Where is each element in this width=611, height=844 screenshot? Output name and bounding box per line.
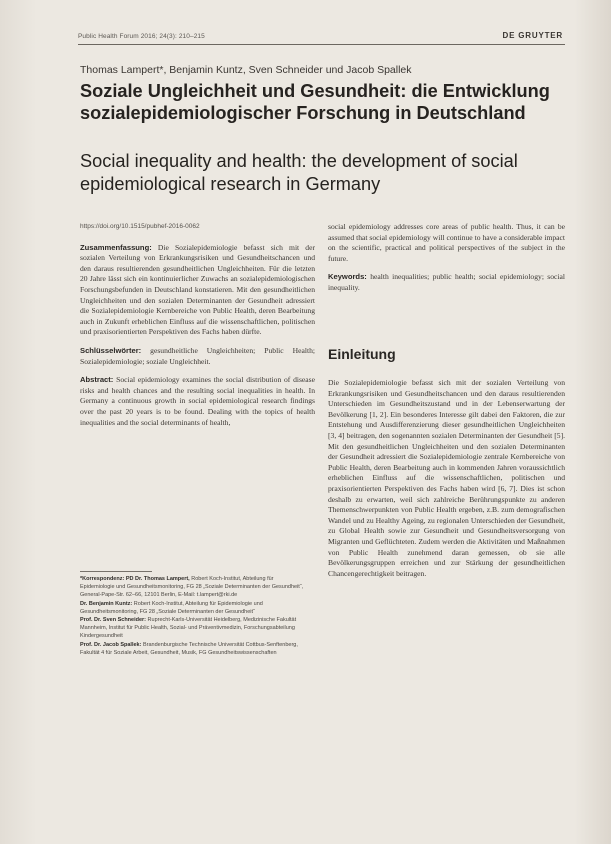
keywords-german [80, 346, 315, 367]
header-rule [78, 44, 565, 45]
title-german: Soziale Ungleichheit und Gesundheit: die Entwicklung sozialepidemiologischer Forschung in Deutschland [80, 81, 550, 123]
footnote-rule [80, 571, 152, 572]
abstract-english-label: Abstract: [80, 375, 114, 385]
right-column [328, 222, 565, 294]
footnote-item: *Korrespondenz: PD Dr. Thomas Lampert, Robert Koch-Institut, Abteilung für Epidemiologie und Gesundheitsmonitoring, FG 28 „Soziale Determinanten der Gesundheit“, General-Pape-Str. 62–66, 12101 Berlin, E-Mail: t.lampert@rki.de [80, 576, 304, 599]
keywords-english [328, 272, 565, 293]
author-list: Thomas Lampert*, Benjamin Kuntz, Sven Schneider und Jacob Spallek [80, 64, 412, 76]
introduction-body [328, 378, 565, 579]
footnote-item: Prof. Dr. Sven Schneider: Ruprecht-Karls-Universität Heidelberg, Medizinische Fakultät Mannheim, Institut für Public Health, Sozial- und Präventivmedizin, Forschungsabteilung Kindergesundheit [80, 617, 297, 640]
abstract-german-label: Zusammenfassung: [80, 242, 152, 252]
footnotes [80, 575, 305, 657]
abstract-english-continuation: social epidemiology addresses core areas of public health. Thus, it can be assumed that social epidemiology will continue to have a considerable impact on the scientific, practical and political perspectives of the subject in the future. [328, 222, 565, 263]
keywords-english-text: health inequalities; public health; social epidemiology; social inequality. [328, 272, 566, 292]
keywords-english-label: Keywords: [328, 272, 367, 282]
footnote-item: Prof. Dr. Jacob Spallek: Brandenburgische Technische Universität Cottbus-Senftenberg, Fakultät 4 für Soziale Arbeit, Gesundheit, Musik, FG Gesundheitswissenschaften [80, 641, 298, 656]
introduction-paragraph: Die Sozialepidemiologie befasst sich mit der sozialen Verteilung von Erkrankungsrisiken und Gesundheitschancen und den daraus resultierenden Unterschieden im Gesundheitszustand und in der Lebenserwartung der Bevölkerung [1, 2]. Ein besonderes Interesse gilt dabei den Faktoren, die zur Entstehung und Ausdifferenzierung dieser gesundheitlichen Ungleichheiten [3, 4] beitragen, den sogenannten sozialen Determinanten der Gesundheit [5]. Mit den gesundheitlichen Ungleichheiten und den sozialen Determinanten der Gesundheit adressiert die Sozialepidemiologie zentrale Kernbereiche von Public Health, deren Bearbeitung auch in kommenden Jahren voraussichtlich erheblichen Einfluss auf die wissenschaftlichen, politischen und praxisorientierten Perspektiven des Fachs haben wird [6, 7]. Dies ist schon deshalb zu erwarten, weil sich zahlreiche Berührungspunkte zu anderen Themenschwerpunkten von Public Health ergeben, z.B. zum demografischen Wandel und zu Healthy Ageing, zu regionalen Unterschieden der Gesundheit, zu Global Health sowie zur Gesundheit und Gesundheitsversorgung von Migranten und Geflüchteten. Zudem werden die Aktivitäten und Maßnahmen von Public Health zunehmend daran gemessen, ob sie alle Bevölkerungsgruppen erreichen und zur Stärkung der gesundheitlichen Chancengerechtigkeit beitragen. [328, 378, 565, 578]
running-head: Public Health Forum 2016; 24(3): 210–215 [78, 33, 205, 40]
section-heading-einleitung: Einleitung [328, 346, 396, 362]
keywords-german-label: Schlüsselwörter: [80, 345, 142, 355]
title-english: Social inequality and health: the development of social epidemiological research in Germany [80, 151, 518, 194]
abstract-english-text: Social epidemiology examines the social distribution of disease risks and health chances and the resulting social inequalities in health. In Germany a continuous growth in social epidemiological research findings over the past 20 years is to be found. Dealing with the topics of health inequalities and the social determinants of health, [80, 375, 315, 427]
abstract-english [80, 375, 315, 428]
keywords-german-text: gesundheitliche Ungleichheiten; Public Health; Sozialepidemiologie; soziale Ungleichheit. [80, 345, 315, 366]
doi-link[interactable]: https://doi.org/10.1515/pubhef-2016-0062 [80, 223, 200, 230]
left-column [80, 222, 315, 428]
footnote-item: Dr. Benjamin Kuntz: Robert Koch-Institut, Abteilung für Epidemiologie und Gesundheitsmonitoring, FG 28 „Soziale Determinanten der Gesundheit“ [80, 600, 263, 615]
publisher-logo: DE GRUYTER [502, 31, 563, 40]
abstract-german-text: Die Sozialepidemiologie befasst sich mit der sozialen Verteilung von Erkrankungsrisiken und Gesundheitschancen und den daraus resultierenden gesundheitlichen Ungleichheiten. Für die letzten 20 Jahre lässt sich ein kontinuierlicher Zuwachs an sozialepidemiologischen Forschungsbefunden in Deutschland konstatieren. Mit den gesundheitlichen Ungleichheiten und den sozialen Determinanten der Gesundheit adressiert die Sozialepidemiologie Kernbereiche von Public Health, deren Bearbeitung auch in Zukunft erheblichen Einfluss auf die wissenschaftlichen, politischen und praxisorientierten Perspektiven des Fachs haben dürfte. [80, 242, 315, 337]
abstract-german [80, 243, 315, 338]
